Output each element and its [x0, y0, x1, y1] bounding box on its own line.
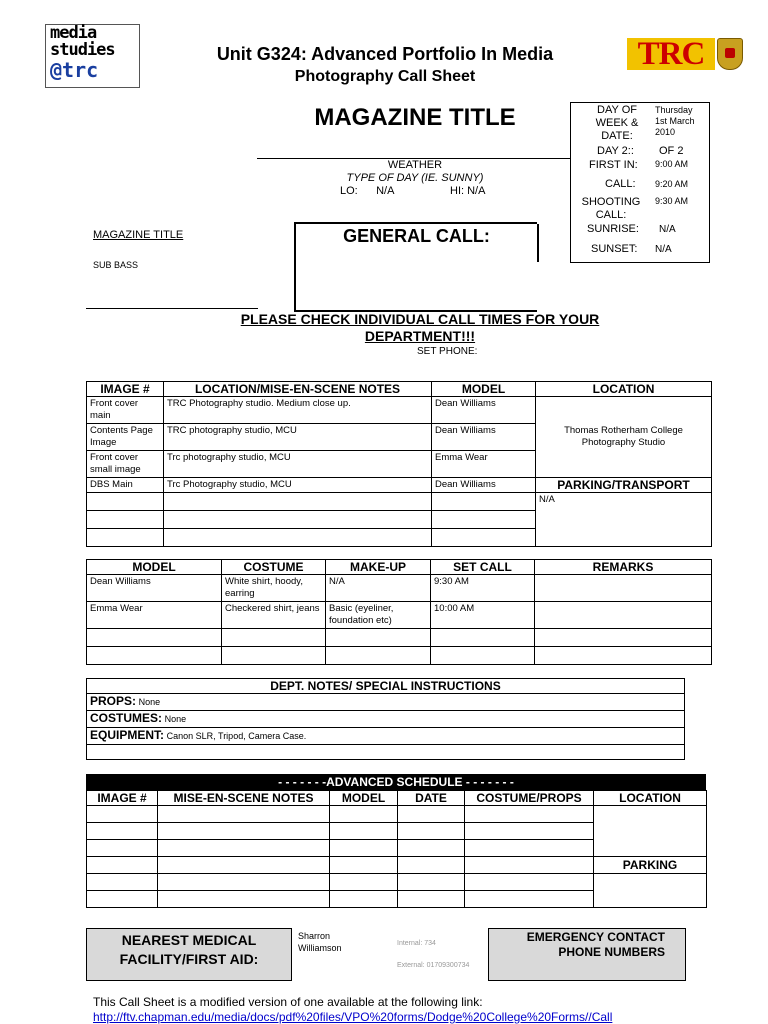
costumes-value: None: [164, 714, 187, 724]
header-location-notes: LOCATION/MISE-EN-SCENE NOTES: [164, 382, 432, 397]
table-cell: [326, 629, 431, 647]
table-cell: Front cover small image: [87, 451, 164, 478]
first-in-label: FIRST IN:: [589, 159, 638, 171]
day-value-2: 1st March: [655, 116, 695, 126]
equipment-row: EQUIPMENT: Canon SLR, Tripod, Camera Case.: [87, 728, 685, 745]
contact-internal: Internal: 734: [397, 940, 436, 947]
table-cell: Dean Williams: [432, 424, 536, 451]
header-costume: COSTUME: [222, 560, 326, 575]
table-cell: Front cover main: [87, 397, 164, 424]
medical-facility-label: NEAREST MEDICAL FACILITY/FIRST AID:: [119, 932, 259, 967]
table-cell: [432, 511, 536, 529]
weather-label: WEATHER: [387, 159, 443, 171]
logo-line-media: media: [50, 23, 97, 43]
table-cell: [535, 575, 712, 602]
table-cell: N/A: [326, 575, 431, 602]
weather-hi: HI: N/A: [450, 185, 486, 197]
table-cell: DBS Main: [87, 478, 164, 493]
table-cell: Emma Wear: [87, 602, 222, 629]
advanced-schedule-table: [86, 790, 707, 908]
call-value: 9:20 AM: [655, 179, 689, 189]
header-image-number: IMAGE #: [87, 791, 158, 806]
emergency-contact-box: [488, 928, 686, 981]
table-cell: [87, 647, 222, 665]
check-notice-line2: DEPARTMENT!!!: [364, 328, 476, 344]
costumes-label: COSTUMES: [90, 711, 159, 725]
sunset-label: SUNSET:: [591, 243, 638, 255]
table-cell: Dean Williams: [432, 478, 536, 493]
table-cell: Basic (eyeliner, foundation etc): [326, 602, 431, 629]
table-cell: Checkered shirt, jeans: [222, 602, 326, 629]
table-cell: [431, 647, 535, 665]
sub-title: SUB BASS: [93, 260, 139, 270]
table-cell: [535, 629, 712, 647]
set-phone-label: SET PHONE:: [417, 346, 478, 357]
location-value: [536, 397, 712, 478]
table-cell: Dean Williams: [87, 575, 222, 602]
table-cell: TRC Photography studio. Medium close up.: [164, 397, 432, 424]
header-remarks: REMARKS: [535, 560, 712, 575]
first-in-value: 9:00 AM: [655, 159, 689, 169]
table-cell: [164, 511, 432, 529]
shooting-label: SHOOTING CALL:: [581, 196, 641, 221]
contact-name: Sharron Williamson: [298, 931, 342, 953]
table-cell: [164, 529, 432, 547]
table-cell: [535, 647, 712, 665]
magazine-title: MAGAZINE TITLE: [314, 104, 516, 131]
table-cell: Trc Photography studio, MCU: [164, 478, 432, 493]
model-table: [86, 559, 712, 665]
sunset-value: N/A: [655, 244, 672, 255]
left-divider: [86, 308, 258, 309]
logo-line-studies: studies: [50, 40, 115, 60]
header-model: MODEL: [432, 382, 536, 397]
table-cell: [87, 529, 164, 547]
table-cell: 9:30 AM: [431, 575, 535, 602]
table-cell: [87, 511, 164, 529]
day-of-label: DAY 2::: [597, 145, 634, 157]
table-cell: [432, 529, 536, 547]
table-cell: [87, 629, 222, 647]
table-cell: [432, 493, 536, 511]
header-costume-props: COSTUME/PROPS: [465, 791, 594, 806]
table-cell: Dean Williams: [432, 397, 536, 424]
left-magazine-title: MAGAZINE TITLE: [93, 229, 184, 241]
table-cell: Trc photography studio, MCU: [164, 451, 432, 478]
day-label: DAY OF WEEK & DATE:: [595, 104, 639, 142]
image-location-table: [86, 381, 712, 547]
unit-title: Unit G324: Advanced Portfolio In Media: [216, 44, 554, 64]
table-cell: 10:00 AM: [431, 602, 535, 629]
footer-link[interactable]: http://ftv.chapman.edu/media/docs/pdf%20files/VPO%20forms/Dodge%20College%20Forms//Call: [93, 1010, 613, 1024]
day-value-1: Thursday: [655, 105, 693, 115]
shooting-value: 9:30 AM: [655, 196, 689, 206]
table-cell: [164, 493, 432, 511]
table-cell: [431, 629, 535, 647]
header-set-call: SET CALL: [431, 560, 535, 575]
props-value: None: [138, 697, 161, 707]
emergency-contact-label: EMERGENCY CONTACT PHONE NUMBERS: [526, 930, 665, 959]
props-row: PROPS: None: [87, 694, 685, 711]
location-text: Thomas Rotherham College Photography Studio: [564, 425, 683, 448]
weather-type: TYPE OF DAY (IE. SUNNY): [346, 172, 484, 184]
call-sheet-subtitle: Photography Call Sheet: [294, 68, 476, 85]
parking-transport-header: PARKING/TRANSPORT: [536, 478, 712, 493]
contact-external: External: 01709300734: [397, 962, 470, 969]
equipment-value: Canon SLR, Tripod, Camera Case.: [166, 731, 307, 741]
general-call-box: [294, 222, 537, 312]
table-cell: Emma Wear: [432, 451, 536, 478]
header-model: MODEL: [330, 791, 398, 806]
crest-icon: [717, 38, 743, 70]
props-label: PROPS: [90, 694, 133, 708]
medical-facility-box: [86, 928, 292, 981]
table-cell: [222, 629, 326, 647]
table-cell: [87, 493, 164, 511]
call-label: CALL:: [605, 178, 636, 190]
table-cell: TRC photography studio, MCU: [164, 424, 432, 451]
date-info-box: [570, 102, 710, 263]
table-cell: [222, 647, 326, 665]
trc-logo-text: TRC: [627, 38, 715, 70]
parking-header: PARKING: [594, 857, 707, 874]
footer-note: This Call Sheet is a modified version of one available at the following link:: [93, 995, 483, 1009]
media-studies-logo: [45, 24, 140, 88]
header-image-number: IMAGE #: [87, 382, 164, 397]
header-location: LOCATION: [594, 791, 707, 806]
header-model: MODEL: [87, 560, 222, 575]
equipment-label: EQUIPMENT: [90, 728, 161, 742]
check-notice-line1: PLEASE CHECK INDIVIDUAL CALL TIMES FOR YOUR: [240, 311, 600, 327]
weather-lo: LO: N/A: [340, 185, 395, 197]
header-makeup: MAKE-UP: [326, 560, 431, 575]
day-of-value: OF 2: [659, 145, 684, 157]
parking-value: N/A: [536, 493, 712, 547]
general-call-label: GENERAL CALL:: [343, 226, 490, 246]
table-cell: [326, 647, 431, 665]
logo-line-trc: @trc: [50, 58, 99, 82]
blank-row: [87, 745, 685, 760]
schedule-title: - - - - - - -ADVANCED SCHEDULE - - - - - - -: [86, 774, 706, 790]
sunrise-value: N/A: [659, 224, 676, 235]
costumes-row: COSTUMES: None: [87, 711, 685, 728]
day-value-3: 2010: [655, 127, 676, 137]
header-mise-en-scene: MISE-EN-SCENE NOTES: [158, 791, 330, 806]
table-cell: White shirt, hoody, earring: [222, 575, 326, 602]
dept-notes-header: DEPT. NOTES/ SPECIAL INSTRUCTIONS: [87, 679, 685, 694]
sunrise-label: SUNRISE:: [587, 223, 639, 235]
header-location: LOCATION: [536, 382, 712, 397]
dept-notes-table: [86, 678, 685, 760]
trc-logo: [627, 38, 742, 70]
table-cell: Contents Page Image: [87, 424, 164, 451]
table-cell: [535, 602, 712, 629]
header-date: DATE: [398, 791, 465, 806]
